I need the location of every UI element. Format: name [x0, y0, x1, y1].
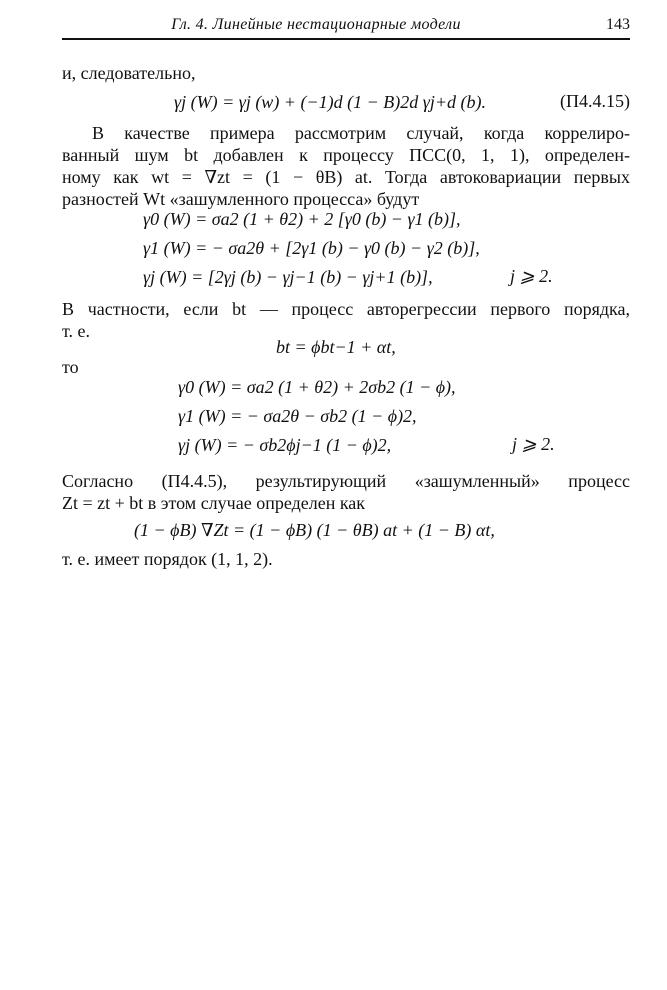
- paragraph-line: разностей Wt «зашумленного процесса» будут: [62, 189, 420, 209]
- formula-gamma1: γ1 (W) = − σa2θ + [2γ1 (b) − γ0 (b) − γ2 (b)],: [143, 238, 480, 258]
- formula-condition: j ⩾ 2.: [510, 266, 553, 286]
- running-header: [62, 12, 630, 38]
- formula-p4-4-15: γj (W) = γj (w) + (−1)d (1 − B)2d γj+d (b).: [174, 92, 486, 112]
- formula-gamma1-ar: γ1 (W) = − σa2θ − σb2 (1 − ϕ)2,: [178, 406, 417, 426]
- formula-gamma0-ar: γ0 (W) = σa2 (1 + θ2) + 2σb2 (1 − ϕ),: [178, 377, 456, 397]
- paragraph-line: В качестве примера рассмотрим случай, когда коррелиро-: [92, 123, 630, 143]
- header-rule: [62, 38, 630, 40]
- chapter-title: Гл. 4. Линейные нестационарные модели: [171, 16, 461, 33]
- formula-gammaj-ar: γj (W) = − σb2ϕj−1 (1 − ϕ)2,: [178, 435, 392, 455]
- text-line: то: [62, 357, 79, 377]
- paragraph-line: Согласно (П4.4.5), результирующий «зашумленный» процесс: [62, 471, 630, 491]
- formula-condition: j ⩾ 2.: [512, 434, 555, 454]
- page-number: 143: [606, 16, 630, 33]
- equation-number: (П4.4.15): [560, 91, 630, 111]
- paragraph-line: Zt = zt + bt в этом случае определен как: [62, 493, 366, 513]
- formula-noisy-process: (1 − ϕB) ∇Zt = (1 − ϕB) (1 − θB) at + (1 − B) αt,: [134, 520, 495, 540]
- formula-ar1: bt = ϕbt−1 + αt,: [276, 337, 396, 357]
- paragraph-line: ванный шум bt добавлен к процессу ПСС(0, 1, 1), определен-: [62, 145, 630, 165]
- paragraph-line: ному как wt = ∇zt = (1 − θB) at. Тогда автоковариации первых: [62, 167, 630, 187]
- formula-gamma0: γ0 (W) = σa2 (1 + θ2) + 2 [γ0 (b) − γ1 (b)],: [143, 209, 461, 229]
- text-line: и, следовательно,: [62, 63, 196, 83]
- formula-gammaj: γj (W) = [2γj (b) − γj−1 (b) − γj+1 (b)],: [143, 267, 433, 287]
- text-line: т. е. имеет порядок (1, 1, 2).: [62, 549, 273, 569]
- paragraph-line: В частности, если bt — процесс авторегрессии первого порядка,: [62, 299, 630, 319]
- paragraph-line: т. е.: [62, 321, 91, 341]
